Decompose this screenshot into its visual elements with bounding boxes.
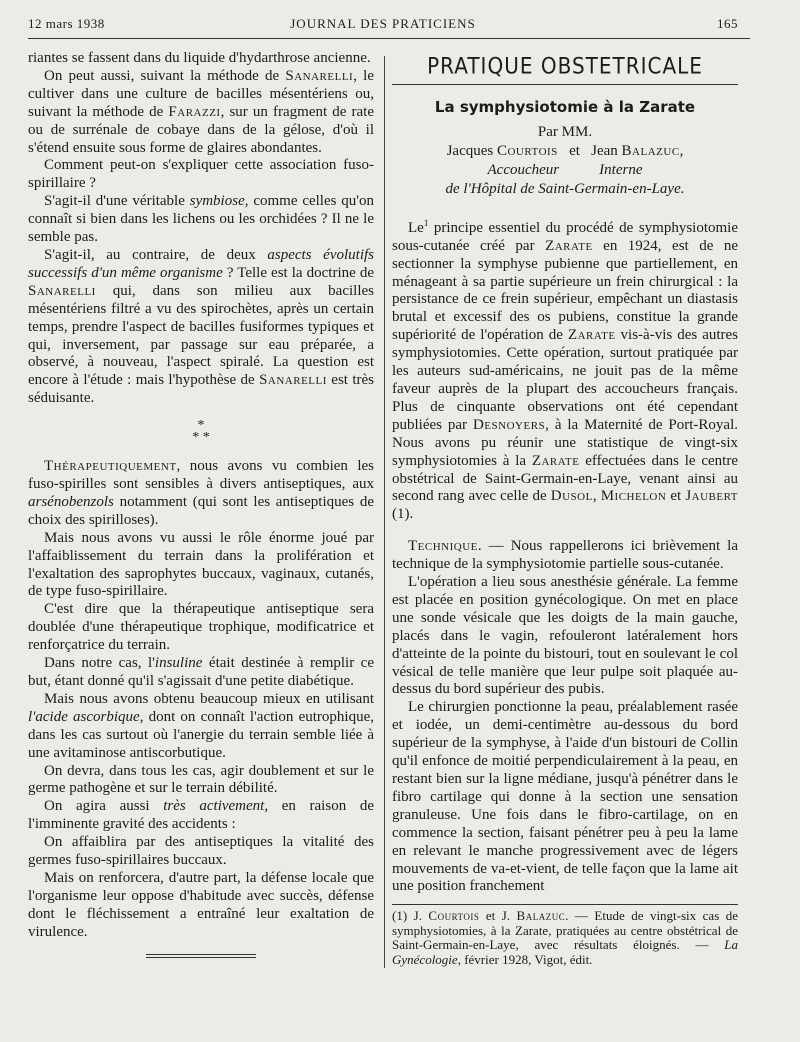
byline-affiliation: de l'Hôpital de Saint-Germain-en-Laye. [445,180,685,197]
paragraph: On devra, dans tous les cas, agir doublement et sur le germe pathogène et sur le terrain débilité. [28,762,374,797]
section-title: PRATIQUE OBSTETRICALE [427,52,703,80]
byline-roles: Accoucheur Interne [487,161,643,178]
left-column [28,50,374,958]
right-column [392,50,738,967]
end-rule [146,954,256,958]
column-divider [384,56,385,968]
paragraph: Mais nous avons vu aussi le rôle énorme joué par l'affaiblissement du terrain dans la prolifération et l'exaltation des saprophytes buccaux, vaginaux, cutanés, de type fuso-spirillaire. [28,529,374,600]
paragraph: Dans notre cas, l'insuline était destinée à remplir ce but, étant donné qu'il s'agissait d'une petite diabétique. [28,655,374,689]
paragraph: Le chirurgien ponctionne la peau, préalablement rasée et iodée, un demi-centimètre au-dessous du bord supérieur de la symphyse, à l'aide d'un bistouri de Collin qu'il enfonce de moitié perpendiculairement à la peau, en restant bien sur la ligne médiane, jusqu'à pénétrer dans le fibro cartilage qui donne à la section une sensation granuleuse. Une fois dans le fibro-cartilage, on en commence la section, faisant pénétrer peu à peu la lame en relevant le manche progressivement avec de légers mouvements de va-et-vient, de telle façon que la lame ait une position franchement [392,699,738,895]
paragraph: Thérapeutiquement, nous avons vu combien les fuso-spirilles sont sensibles à divers antiseptiques, aux arsénobenzols notamment (qui sont les antiseptiques de choix des spirilloses). [28,458,374,528]
running-header [28,14,738,36]
byline-authors: Jacques Courtois et Jean Balazuc, [446,142,684,159]
footnote-rule [392,904,738,905]
footnote: (1) J. Courtois et J. Balazuc. — Etude de vingt-six cas de symphysiotomies, à la Zarate, pratiquées au centre obstétrical de Saint-Germain-en-Laye, avec résultats éloignés. — La Gynécologie, février 1928, Vigot, édit. [392,908,738,967]
issue-date: 12 mars 1938 [28,16,105,31]
paragraph: riantes se fassent dans du liquide d'hydarthrose ancienne. [28,50,371,66]
paragraph: S'agit-il d'une véritable symbiose, comme celles qu'on connaît si bien dans les lichens ou les orchidées ? Il ne le semble pas. [28,193,375,246]
byline [392,123,738,199]
paragraph: Comment peut-on s'expliquer cette association fuso-spirillaire ? [28,157,374,192]
paragraph: S'agit-il, au contraire, de deux aspects évolutifs successifs d'un même organisme ? Telle est la doctrine de Sanarelli qui, dans son milieu aux bacilles mésentériens filtré a vu des spirochètes, après un certain temps, prendre l'aspect de bacilles fusiformes typiques et qui, inversement, par passage sur eau préparée, a observé, à nouveau, l'aspect spiralé. La question est encore à l'étude : mais l'hypothèse de Sanarelli est très séduisante. [28,246,375,407]
article-title: La symphysiotomie à la Zarate [434,97,696,116]
header-rule [28,38,750,39]
title-rule [392,84,738,85]
journal-title: JOURNAL DES PRATICIENS [290,16,476,31]
paragraph: Mais on renforcera, d'autre part, la défense locale que l'organisme leur oppose d'habitude avec succès, défense dont le fléchissement a entraîné leur exaltation de virulence. [28,869,374,940]
paragraph: L'opération a lieu sous anesthésie générale. La femme est placée en position gynécologique. On met en place une sonde vésicale que les doigts de la main gauche, placés dans le vagin, refouleront latéralement hors d'atteinte de la pointe du bistouri, tout en soulevant le col vésical de telle manière que leur pulpe soit plaquée au-dessus du bord supérieur des pubis. [392,574,738,698]
paragraph: Le$^1$ principe essentiel du procédé de symphysiotomie sous-cutanée créé par Zarate en 1924, est de ne sectionner la symphyse pubienne que partiellement, en ménageant à sa partie supérieure un frein chirurgical : la persistance de ce frein supérieur, empêchant un diastasis brutal et excessif des os pubiens, constitue la grande supériorité de l'opération de Zarate vis-à-vis des autres symphysiotomies. Cette opération, surtout pratiquée par les auteurs sud-américains, ne jouit pas de la même faveur auprès de la plupart des accoucheurs français. Plus de cinquante observations ont été cependant publiées par Desnoyers, à la Maternité de Port-Royal. Nous avons pu réunir une statistique de vingt-six symphysiotomies à la Zarate effectuées dans le centre obstétrical de Saint-Germain-en-Laye, venant ainsi au second rang avec celle de Dusol, Michelon et Jaubert (1). [392,217,739,523]
paragraph: C'est dire que la thérapeutique antiseptique sera doublée d'une thérapeutique trophique, modificatrice et renforçatrice du terrain. [28,601,374,654]
byline-par: Par MM. [537,123,593,140]
paragraph: Technique. — Nous rappellerons ici brièvement la technique de la symphysiotomie partielle sous-cutanée. [392,538,738,573]
paragraph: On agira aussi très activement, en raison de l'imminente gravité des accidents : [28,798,374,833]
page-number: 165 [717,16,738,31]
section-separator: * * * [192,418,210,446]
paragraph: On affaiblira par des antiseptiques la vitalité des germes fuso-spirillaires buccaux. [28,834,374,869]
paragraph: On peut aussi, suivant la méthode de Sanarelli, le cultiver dans une culture de bacilles mésentériens ou, suivant la méthode de Farazzi, sur un fragment de rate ou de surrénale de cobaye dans de la gélose, d'où il s'étend ensuite sous forme de glaires abondantes. [28,67,375,156]
paragraph: Mais nous avons obtenu beaucoup mieux en utilisant l'acide ascorbique, dont on connaît l'action eutrophique, dans les cas surtout où l'anergie du terrain semble liée à une avitaminose antiscorbutique. [28,690,374,761]
